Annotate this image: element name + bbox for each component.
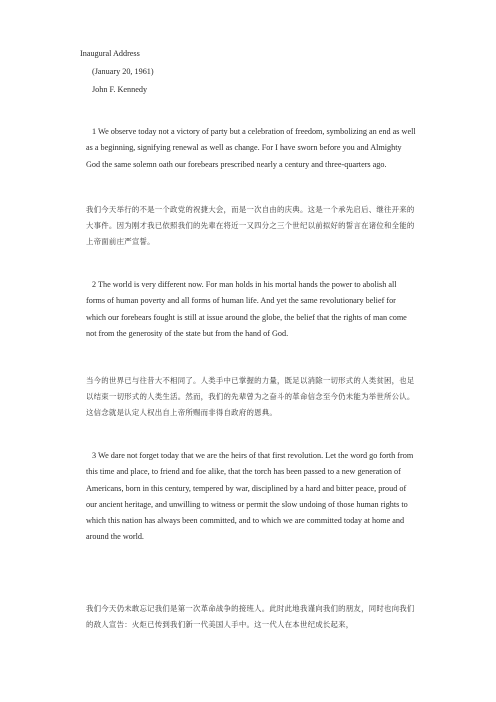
chinese-paragraph-1: 我们今天举行的不是一个政党的祝捷大会，而是一次自由的庆典。这是一个承先启后、继往开来的大事件。因为刚才我已依照我们的先辈在将近一又四分之三个世纪以前拟好的誓言在诸位和全能的上帝面前庄严宣誓。 bbox=[86, 205, 415, 247]
chinese-paragraph-3: 我们今天仍未敢忘记我们是第一次革命战争的接班人。此时此地我谨向我们的朋友，同时也向我们的敌人宣告：火炬已传到我们新一代美国人手中。这一代人在本世纪成长起来， bbox=[86, 604, 415, 630]
document-author: John F. Kennedy bbox=[92, 85, 148, 94]
chinese-paragraph-2: 当今的世界已与往昔大不相同了。人类手中已掌握的力量，既足以消除一切形式的人类贫困，也足以结束一切形式的人类生活。然而，我们的先辈曾为之奋斗的革命信念至今仍未能为举世所公认。这信念就是认定人权出自上帝所赐而非得自政府的恩典。 bbox=[86, 376, 415, 418]
english-paragraph-2: 2 The world is very different now. For man holds in his mortal hands the power to abolish all forms of human poverty and all forms of human life. And yet the same revolutionary belief for which our forebears fought is still at issue around the globe, the belief that the rights of man come not from the generosity of the state but from the hand of God. bbox=[86, 280, 407, 338]
document-title: Inaugural Address bbox=[80, 49, 140, 58]
english-paragraph-3: 3 We dare not forget today that we are the heirs of that first revolution. Let the word go forth from this time and place, to friend and foe alike, that the torch has been passed to a new generation of Americans, born in this century, tempered by war, disciplined by a hard and bitter peace, proud of our ancient heritage, and unwilling to witness or permit the slow undoing of those human rights to which this nation has always been committed, and to which we are committed today at home and around the world. bbox=[86, 451, 414, 542]
english-paragraph-1: 1 We observe today not a victory of party but a celebration of freedom, symbolizing an end as well as a beginning, signifying renewal as well as change. For I have sworn before you and Almighty God the same solemn oath our forebears prescribed nearly a century and three-quarters ago. bbox=[86, 127, 416, 169]
document-date: (January 20, 1961) bbox=[92, 67, 154, 76]
